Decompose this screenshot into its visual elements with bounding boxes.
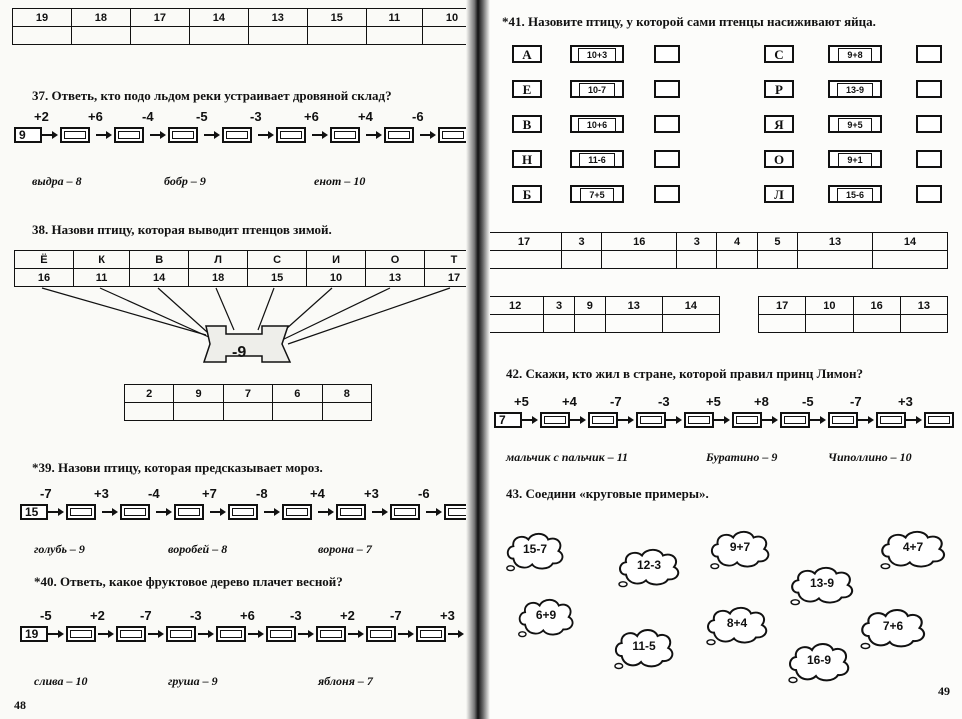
table-cell[interactable] [273,403,322,421]
chain-arrow [156,511,170,513]
answer-box[interactable] [654,150,680,168]
chain-arrow [48,633,62,635]
chain-operation: -4 [142,109,154,124]
chain-operation: +3 [898,394,913,409]
chain-operation: -3 [190,608,202,623]
chain-arrow [906,419,920,421]
thought-cloud[interactable] [708,528,772,570]
table-cell[interactable] [900,315,947,333]
table-cell[interactable] [487,251,562,269]
table-cell: 12 [487,297,544,315]
chain-answer-box[interactable] [66,626,96,642]
chain-operation: -7 [850,394,862,409]
table-cell: 6 [273,385,322,403]
table-cell: 13 [798,233,873,251]
chain-operation: +4 [562,394,577,409]
chain-arrow [102,511,116,513]
task-39-option: ворона – 7 [318,542,372,556]
task-40-title: *40. Ответь, какое фруктовое дерево плачет весной? [34,574,343,589]
chain-answer-box[interactable] [732,412,762,428]
chain-arrow [318,511,332,513]
chain-answer-box[interactable] [316,626,346,642]
chain-operation: +2 [34,109,49,124]
table-cell[interactable] [605,315,662,333]
chain-answer-box[interactable] [540,412,570,428]
chain-arrow [426,511,440,513]
chain-operation: -3 [290,608,302,623]
chain-operation: -6 [412,109,424,124]
expression-box [828,80,882,98]
expression-box [570,185,624,203]
table-cell[interactable] [544,315,575,333]
answer-box[interactable] [916,80,942,98]
chain-arrow [714,419,728,421]
chain-operation: +4 [310,486,325,501]
task-42-title: 42. Скажи, кто жил в стране, которой правил принц Лимон? [506,366,863,381]
table-cell: 10 [307,269,366,287]
chain-answer-box[interactable] [924,412,954,428]
table-cell[interactable] [759,315,806,333]
table-cell: 14 [873,233,948,251]
answer-box[interactable] [654,115,680,133]
expression-box [570,150,624,168]
chain-operation: -8 [256,486,268,501]
table-cell[interactable] [806,315,853,333]
chain-answer-box[interactable] [66,504,96,520]
chain-answer-box[interactable] [266,626,296,642]
chain-operation: -3 [250,109,262,124]
chain-operation: +3 [94,486,109,501]
task-42-option: Буратино – 9 [706,450,778,464]
chain-operation: +7 [202,486,217,501]
table-cell: 19 [13,9,72,27]
table-cell[interactable] [322,403,371,421]
chain-answer-box[interactable] [828,412,858,428]
chain-operation: +8 [754,394,769,409]
chain-operation: -7 [610,394,622,409]
chain-answer-box[interactable] [416,626,446,642]
expression-box [828,185,882,203]
thought-cloud[interactable] [786,640,852,684]
table-cell: О [366,251,425,269]
expression-box [570,115,624,133]
chain-arrow [348,633,362,635]
letter-box: Б [512,185,542,203]
chain-arrow [810,419,824,421]
table-cell[interactable] [662,315,719,333]
answer-box[interactable] [916,185,942,203]
chain-answer-box[interactable] [216,626,246,642]
chain-answer-box[interactable] [876,412,906,428]
task-38-answer-table [124,384,372,421]
table-cell: 18 [189,269,248,287]
task-41-title: *41. Назовите птицу, у которой сами птенцы насиживают яйца. [502,14,876,29]
task-39-option: воробей – 8 [168,542,228,556]
table-cell: Т [424,251,483,269]
table-cell[interactable] [677,251,717,269]
table-cell: 3 [561,233,601,251]
page-number-left: 48 [14,698,26,712]
chain-answer-box[interactable] [174,504,204,520]
chain-answer-box[interactable] [282,504,312,520]
chain-answer-box[interactable] [166,626,196,642]
chain-arrow [666,419,680,421]
task-37-option: бобр – 9 [164,174,206,188]
letter-box: А [512,45,542,63]
task-43-title: 43. Соедини «круговые примеры». [506,486,709,501]
task-37-title: 37. Ответь, кто подо льдом реки устраивает дровяной склад? [32,88,392,103]
cloud-expression: 11-5 [632,639,656,653]
thought-cloud[interactable] [516,596,576,638]
chain-arrow [372,511,386,513]
chain-operation: -4 [148,486,160,501]
chain-operation: +5 [706,394,721,409]
letter-box: Я [764,115,794,133]
task-39-title: *39. Назови птицу, которая предсказывает мороз. [32,460,323,475]
table-cell[interactable] [125,403,174,421]
chain-arrow [762,419,776,421]
answer-box[interactable] [654,45,680,63]
table-cell[interactable] [487,315,544,333]
answer-box[interactable] [916,45,942,63]
chain-answer-box[interactable] [120,504,150,520]
task-42-option: Чиполлино – 10 [828,450,912,464]
answer-box[interactable] [916,115,942,133]
answer-box[interactable] [916,150,942,168]
letter-box: С [764,45,794,63]
letter-box: В [512,115,542,133]
table-cell: 10 [422,9,481,27]
table-cell: 16 [853,297,900,315]
expression-text: 9+1 [838,153,871,167]
chain-start-box: 19 [20,626,48,642]
chain-operation: +6 [88,109,103,124]
chain-answer-box[interactable] [336,504,366,520]
expression-box [570,45,624,63]
task-38-connector-lines [0,0,480,400]
chain-arrow [98,633,112,635]
table-cell[interactable] [561,251,601,269]
chain-operation: -3 [658,394,670,409]
table-cell: 14 [662,297,719,315]
chain-operation: +3 [440,608,455,623]
table-cell: 15 [307,9,366,27]
table-cell: И [307,251,366,269]
chain-operation: +5 [514,394,529,409]
cloud-expression: 4+7 [902,540,924,554]
table-cell: В [130,251,189,269]
table-cell: 3 [544,297,575,315]
thought-cloud[interactable] [612,626,676,670]
table-cell: 3 [677,233,717,251]
thought-cloud[interactable] [704,604,770,646]
chain-arrow [398,633,412,635]
chain-operation: +2 [90,608,105,623]
thought-cloud[interactable] [878,528,948,570]
book-spine-shadow [466,0,490,719]
table-cell: 14 [189,9,248,27]
table-cell: 13 [248,9,307,27]
task-41-table-top [486,232,948,269]
chain-arrow [522,419,536,421]
table-cell: 13 [605,297,662,315]
chain-arrow [618,419,632,421]
cloud-expression: 15-7 [522,542,548,556]
table-cell[interactable] [602,251,677,269]
expression-text: 15-6 [837,188,873,202]
chain-arrow [148,633,162,635]
task-41-table-bottom-right [758,296,948,333]
chain-operation: -6 [418,486,430,501]
task-37-option: выдра – 8 [32,174,82,188]
table-cell: 4 [717,233,757,251]
table-cell: 9 [174,385,223,403]
chain-start-box: 7 [494,412,522,428]
table-cell: 17 [759,297,806,315]
chain-arrow [248,633,262,635]
table-cell: 15 [248,269,307,287]
chain-arrow [48,511,62,513]
chain-operation: -7 [140,608,152,623]
expression-text: 10+3 [578,48,616,62]
thought-cloud[interactable] [504,530,566,572]
table-cell[interactable] [798,251,873,269]
table-cell: 2 [125,385,174,403]
chain-arrow [210,511,224,513]
table-cell: 14 [130,269,189,287]
chain-answer-box[interactable] [588,412,618,428]
table-cell: 17 [130,9,189,27]
thought-cloud[interactable] [616,546,682,588]
letter-box: Р [764,80,794,98]
letter-box: Е [512,80,542,98]
expression-box [828,45,882,63]
cloud-expression: 6+9 [535,608,557,622]
task-38-operation: -9 [232,344,247,361]
chain-arrow [264,511,278,513]
chain-arrow [298,633,312,635]
task-39-option: голубь – 9 [34,542,85,556]
cloud-expression: 13-9 [809,576,835,590]
task-42-option: мальчик с пальчик – 11 [506,450,629,464]
cloud-expression: 8+4 [726,616,748,630]
chain-operation: +4 [358,109,373,124]
chain-answer-box[interactable] [684,412,714,428]
chain-arrow [198,633,212,635]
chain-operation: -5 [196,109,208,124]
table-cell: 11 [73,269,129,287]
answer-box[interactable] [654,185,680,203]
table-cell: 17 [424,269,483,287]
chain-operation: -7 [40,486,52,501]
chain-answer-box[interactable] [636,412,666,428]
chain-operation: +6 [240,608,255,623]
chain-operation: -5 [40,608,52,623]
chain-operation: -5 [802,394,814,409]
table-cell[interactable] [223,403,272,421]
chain-answer-box[interactable] [228,504,258,520]
table-cell: 10 [806,297,853,315]
expression-text: 10+6 [578,118,616,132]
chain-start-box: 15 [20,504,48,520]
table-cell: 13 [900,297,947,315]
table-cell: С [248,251,307,269]
chain-answer-box[interactable] [366,626,396,642]
letter-box: О [764,150,794,168]
table-cell: 17 [487,233,562,251]
table-cell[interactable] [574,315,605,333]
chain-operation: -7 [390,608,402,623]
chain-answer-box[interactable] [390,504,420,520]
expression-box [828,150,882,168]
task-38-title: 38. Назови птицу, которая выводит птенцов зимой. [32,222,332,237]
chain-start-box: 9 [14,127,42,143]
task-40-option: яблоня – 7 [318,674,373,688]
cloud-expression: 12-3 [636,558,662,572]
table-cell: 7 [223,385,272,403]
task-37-option: енот – 10 [314,174,366,188]
letter-box: Н [512,150,542,168]
table-cell: 16 [602,233,677,251]
task-41-table-bottom-left [486,296,720,333]
thought-cloud[interactable] [858,606,928,650]
expression-box [828,115,882,133]
chain-operation: +3 [364,486,379,501]
expression-box [570,80,624,98]
table-cell: К [73,251,129,269]
table-cell[interactable] [717,251,757,269]
table-cell: 13 [366,269,425,287]
expression-text: 13-9 [837,83,873,97]
table-cell: 8 [322,385,371,403]
chain-arrow [570,419,584,421]
answer-box[interactable] [654,80,680,98]
cloud-expression: 9+7 [729,540,751,554]
chain-operation: +2 [340,608,355,623]
thought-cloud[interactable] [788,564,856,606]
task-40-option: груша – 9 [168,674,218,688]
table-cell: 5 [757,233,797,251]
table-cell: 18 [71,9,130,27]
expression-text: 9+5 [838,118,871,132]
expression-text: 9+8 [838,48,871,62]
table-cell: Ё [15,251,74,269]
expression-text: 11-6 [579,153,615,167]
page-number-right: 49 [938,684,950,698]
chain-answer-box[interactable] [116,626,146,642]
table-cell: 9 [574,297,605,315]
table-cell[interactable] [174,403,223,421]
table-cell: 11 [366,9,422,27]
chain-arrow [448,633,462,635]
expression-text: 10-7 [579,83,615,97]
letter-box: Л [764,185,794,203]
chain-answer-box[interactable] [780,412,810,428]
expression-text: 7+5 [580,188,613,202]
table-cell: 16 [15,269,74,287]
cloud-expression: 7+6 [882,619,904,633]
task-40-option: слива – 10 [34,674,88,688]
chain-arrow [858,419,872,421]
table-cell[interactable] [873,251,948,269]
table-cell: Л [189,251,248,269]
table-cell[interactable] [757,251,797,269]
chain-operation: +6 [304,109,319,124]
table-cell[interactable] [853,315,900,333]
cloud-expression: 16-9 [806,653,832,667]
